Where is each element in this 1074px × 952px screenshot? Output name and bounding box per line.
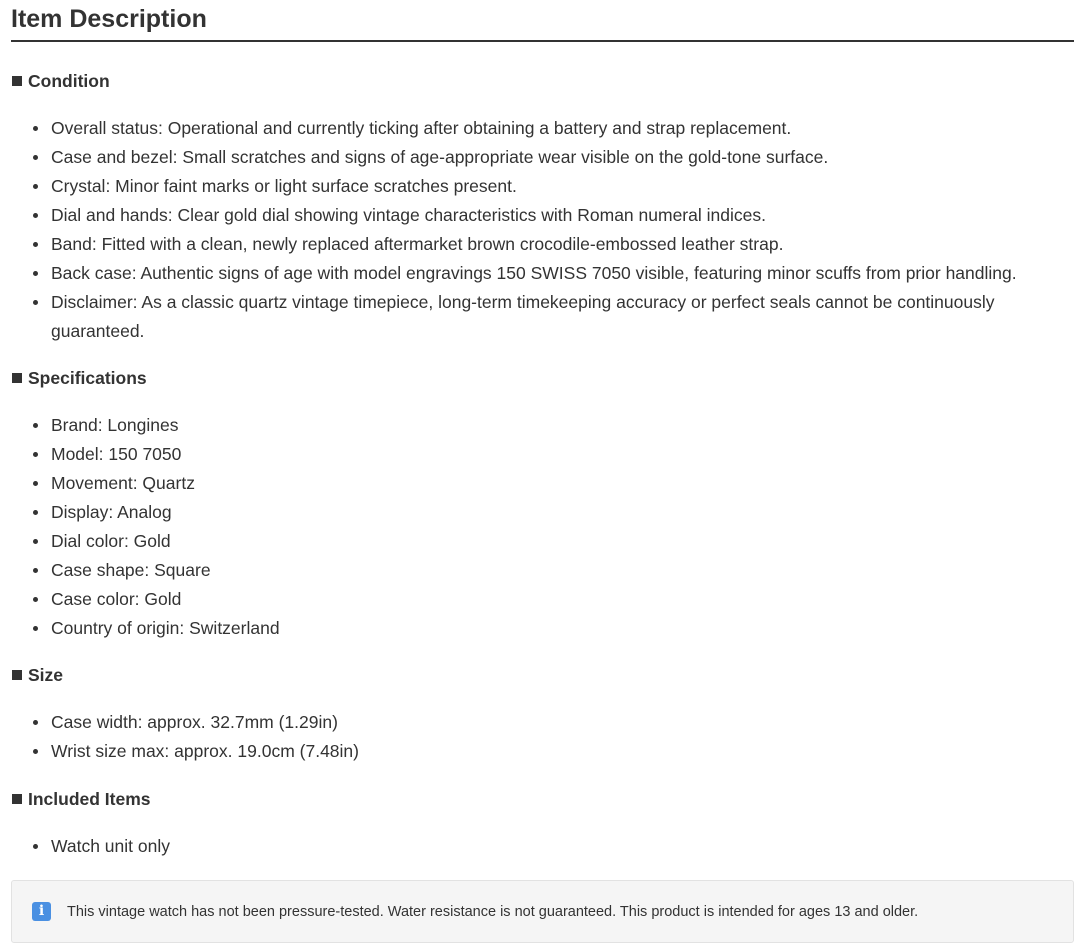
list-item: Disclaimer: As a classic quartz vintage timepiece, long-term timekeeping accuracy or perfect seals cannot be continuously guaranteed.	[51, 288, 1074, 346]
size-list	[11, 708, 1074, 766]
list-item: Case color: Gold	[51, 585, 1074, 614]
list-item: Watch unit only	[51, 832, 1074, 861]
list-item: Case width: approx. 32.7mm (1.29in)	[51, 708, 1074, 737]
list-item: Case shape: Square	[51, 556, 1074, 585]
list-item: Brand: Longines	[51, 411, 1074, 440]
notice-box	[11, 880, 1074, 943]
list-item: Overall status: Operational and currently ticking after obtaining a battery and strap replacement.	[51, 114, 1074, 143]
condition-list	[11, 114, 1074, 346]
list-item: Case and bezel: Small scratches and signs of age-appropriate wear visible on the gold-tone surface.	[51, 143, 1074, 172]
section-heading-label: Included Items	[28, 789, 151, 809]
list-item: Back case: Authentic signs of age with model engravings 150 SWISS 7050 visible, featuring minor scuffs from prior handling.	[51, 259, 1074, 288]
section-specifications	[11, 366, 1074, 643]
list-item: Wrist size max: approx. 19.0cm (7.48in)	[51, 737, 1074, 766]
section-heading-label: Size	[28, 665, 64, 685]
square-bullet-icon	[12, 670, 22, 680]
list-item: Movement: Quartz	[51, 469, 1074, 498]
section-size	[11, 663, 1074, 766]
square-bullet-icon	[12, 76, 22, 86]
section-heading-label: Condition	[28, 71, 110, 91]
list-item: Model: 150 7050	[51, 440, 1074, 469]
list-item: Country of origin: Switzerland	[51, 614, 1074, 643]
list-item: Crystal: Minor faint marks or light surface scratches present.	[51, 172, 1074, 201]
section-condition	[11, 69, 1074, 346]
list-item: Dial color: Gold	[51, 527, 1074, 556]
section-heading-label: Specifications	[28, 368, 147, 388]
section-included-items	[11, 787, 1074, 861]
included-items-list	[11, 832, 1074, 861]
section-heading	[11, 69, 1074, 93]
notice-text: This vintage watch has not been pressure-tested. Water resistance is not guaranteed. This product is intended for ages 13 and older.	[67, 903, 919, 920]
list-item: Dial and hands: Clear gold dial showing vintage characteristics with Roman numeral indices.	[51, 201, 1074, 230]
section-heading	[11, 366, 1074, 390]
section-heading	[11, 663, 1074, 687]
section-heading	[11, 787, 1074, 811]
specifications-list	[11, 411, 1074, 643]
square-bullet-icon	[12, 373, 22, 383]
info-icon: i	[32, 902, 51, 921]
list-item: Display: Analog	[51, 498, 1074, 527]
list-item: Band: Fitted with a clean, newly replaced aftermarket brown crocodile-embossed leather strap.	[51, 230, 1074, 259]
square-bullet-icon	[12, 794, 22, 804]
page-title: Item Description	[11, 0, 1074, 42]
